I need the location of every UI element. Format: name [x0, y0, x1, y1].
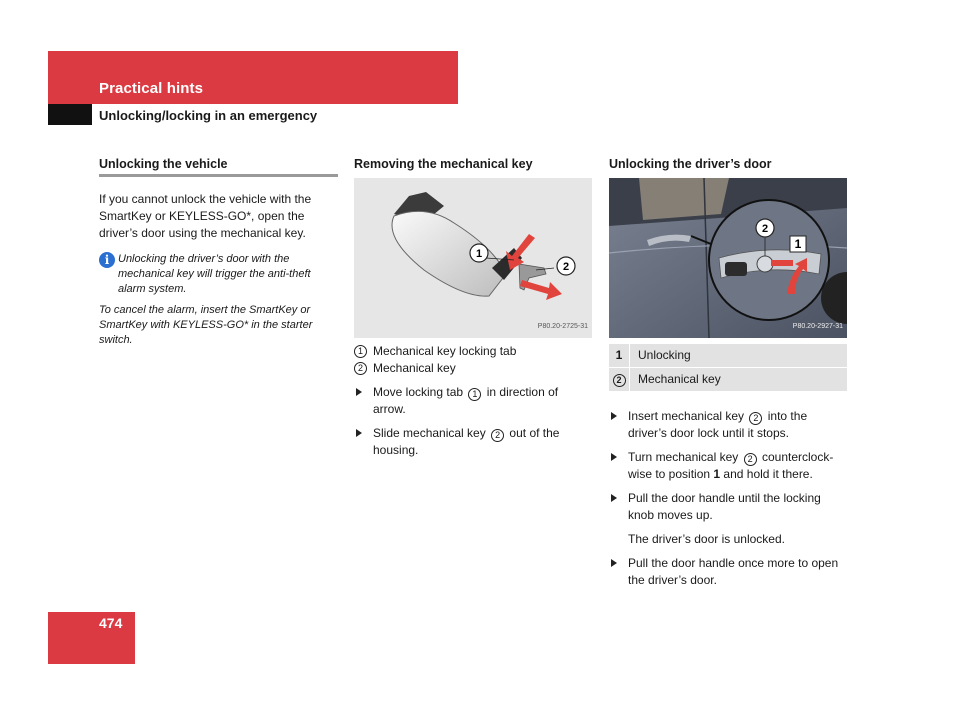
figure-legend-table [609, 344, 847, 392]
legend-label: Mechanical key [373, 361, 456, 375]
step-text: counterclock-wise to position [628, 450, 834, 481]
legend-label: Mechanical key locking tab [373, 344, 517, 358]
column-heading: Unlocking the driver’s door [609, 157, 772, 171]
column-heading: Removing the mechanical key [354, 157, 533, 171]
step-text: Insert mechanical key [628, 409, 745, 423]
info-note [99, 252, 338, 297]
step-text: Pull the door handle until the locking knob moves up. [628, 491, 821, 522]
figure-legend [354, 343, 592, 377]
step-text: into the driver’s door lock until it stops. [628, 409, 808, 440]
alarm-cancel-note: To cancel the alarm, insert the SmartKey or SmartKey with KEYLESS-GO* in the starter switch. [99, 304, 313, 346]
step-ref-number: 2 [491, 429, 504, 442]
legend-number-circle: 2 [613, 374, 626, 387]
callout-1-label: 1 [475, 248, 483, 260]
bullet-arrow-icon [611, 559, 617, 567]
info-note-text: Unlocking the driver’s door with the mechanical key will trigger the anti-theft alarm system. [118, 253, 311, 295]
column-heading: Unlocking the vehicle [99, 156, 338, 177]
step-item [354, 425, 592, 459]
legend-row [609, 368, 847, 392]
step-item [609, 408, 847, 442]
key-removal-illustration [354, 178, 592, 338]
step-text: in direction of arrow. [373, 385, 559, 416]
bullet-arrow-icon [611, 494, 617, 502]
key-fob-body [392, 211, 506, 296]
legend-number: 1 [354, 345, 367, 358]
subsection-title: Unlocking/locking in an emergency [99, 108, 318, 123]
figure-code: P80.20-2927-31 [792, 323, 843, 330]
step-text: Pull the door handle once more to open the driver’s door. [628, 556, 839, 587]
step-ref-number: 2 [744, 453, 757, 466]
step-ref-number: 2 [749, 412, 762, 425]
step-result: The driver’s door is unlocked. [628, 532, 785, 546]
page-number: 474 [99, 615, 123, 631]
column-unlocking-vehicle [99, 156, 338, 348]
info-icon: i [99, 252, 115, 268]
position-number: 1 [713, 467, 721, 481]
figure-code: P80.20-2725-31 [537, 323, 588, 330]
unlock-marker [771, 260, 793, 266]
callout-1-label: 1 [794, 237, 802, 251]
step-text: and hold it there. [723, 467, 813, 481]
step-text: Slide mechanical key [373, 426, 486, 440]
door-lock-drawing [609, 178, 847, 338]
step-text: Move locking tab [373, 385, 464, 399]
section-title: Practical hints [99, 80, 204, 97]
key-removal-drawing [354, 178, 592, 338]
step-ref-number: 1 [468, 388, 481, 401]
step-item [609, 449, 847, 483]
bullet-arrow-icon [356, 429, 362, 437]
bullet-arrow-icon [611, 453, 617, 461]
legend-number: 2 [354, 362, 367, 375]
step-text: Turn mechanical key [628, 450, 739, 464]
column-removing-key [354, 156, 592, 459]
callout-2-label: 2 [761, 223, 769, 235]
step-item [609, 490, 847, 524]
step-item [354, 384, 592, 418]
callout-2-label: 2 [562, 261, 570, 273]
legend-item [354, 360, 592, 377]
bullet-arrow-icon [611, 412, 617, 420]
door-lock-illustration [609, 178, 847, 338]
legend-number [609, 368, 630, 392]
column-unlocking-door [609, 156, 847, 589]
step-item [609, 555, 847, 589]
legend-number: 1 [609, 344, 630, 368]
legend-row [609, 344, 847, 368]
intro-paragraph: If you cannot unlock the vehicle with the SmartKey or KEYLESS-GO*, open the driver’s door using the mechanical key. [99, 192, 312, 240]
bullet-arrow-icon [356, 388, 362, 396]
arrow-slide-key [520, 280, 562, 300]
interior-view [639, 178, 729, 220]
legend-label: Mechanical key [630, 368, 848, 392]
header-tab-marker [48, 104, 92, 125]
legend-item [354, 343, 592, 360]
step-text: out of the housing. [373, 426, 560, 457]
legend-label: Unlocking [630, 344, 848, 368]
